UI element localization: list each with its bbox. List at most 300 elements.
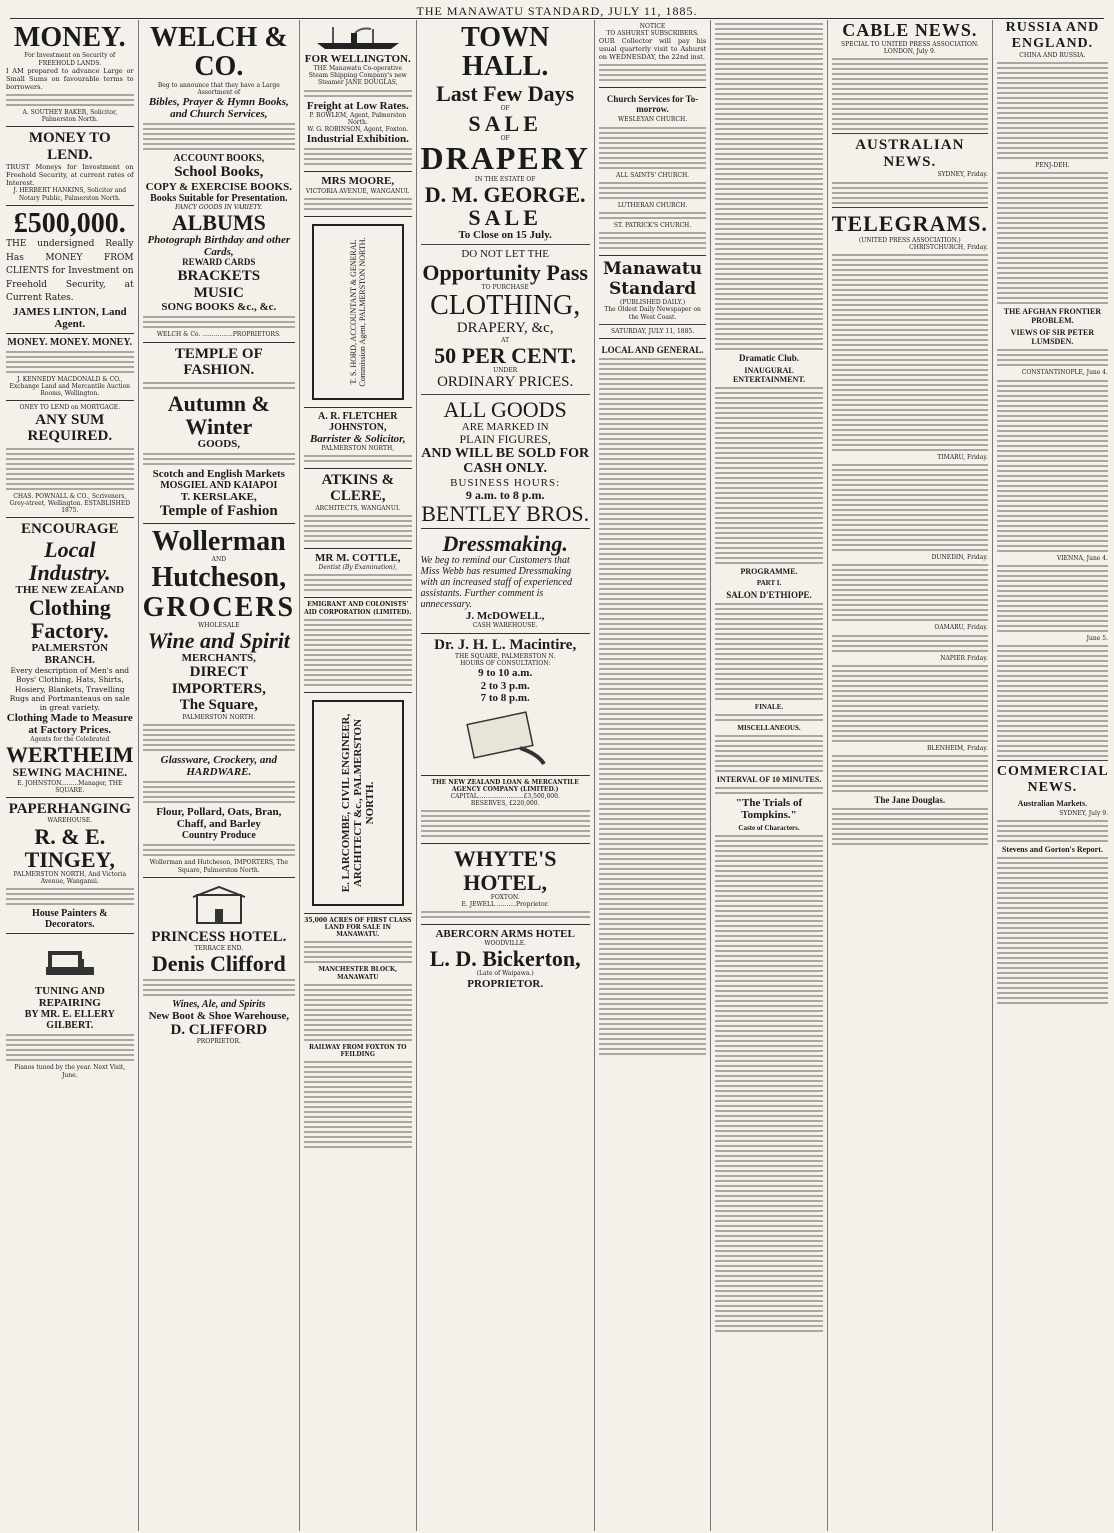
interval-title: INTERVAL OF 10 MINUTES. [716,775,822,784]
commercial-title: COMMERCIAL NEWS. [996,763,1109,795]
church-services [599,88,706,256]
masthead: THE MANAWATU STANDARD, JULY 11, 1885. [10,4,1104,19]
linton-sign: JAMES LINTON, Land Agent. [12,305,127,330]
foxton-line: FOXTON. [490,893,520,901]
wollerman-title: Wollerman [151,525,286,557]
rowlem-sign: P. ROWLEM, Agent, Palmerston North. [309,111,407,126]
lend-sign: J. HERBERT HANKINS, Solicitor and Notary Public, Palmerston North. [13,187,127,202]
vienna-line: VIENNA, June 4. [1056,554,1108,562]
text-block [304,619,411,686]
stpatrick-title: ST. PATRICK'S CHURCH. [613,222,692,230]
mortgage-title: ONEY TO LEND on MORTGAGE. [19,404,121,412]
article-text [832,564,988,621]
opportunity-title: Opportunity Pass [422,259,588,285]
text-block [599,182,706,199]
temple2-title: Temple of Fashion [159,503,278,520]
hours-2: 2 to 3 p.m. [480,679,530,692]
allsaints-title: ALL SAINTS' CHURCH. [616,171,690,179]
article-text [832,665,988,742]
finale-title: FINALE. [754,703,784,711]
welch-title: WELCH & CO. [149,22,288,83]
macintire-ad [421,634,590,776]
robinson-sign: W. G. ROBINSON, Agent, Foxton. [307,126,409,134]
trials-title: "The Trials of Tompkins." [735,797,803,821]
inaugural-title: INAUGURAL ENTERTAINMENT. [732,366,806,384]
text-block [143,979,295,996]
sydney2-line: SYDNEY, July 9. [1059,809,1108,817]
moore-loc: VICTORIA AVENUE, WANGANUI. [305,187,410,195]
branch-title: PALMERSTON BRANCH. [31,642,109,667]
bickerton-title: L. D. Bickerton, [429,946,581,972]
blenheim-line: BLENHEIM, Friday. [927,744,988,752]
and-line: AND [211,555,227,563]
proprietor-line: PROPRIETOR. [196,1038,241,1046]
larcombe-ad [304,693,411,914]
freight-title: Freight at Low Rates. [306,99,409,112]
article-text [832,755,988,792]
reserves-line: RESERVES, £220,000. [470,800,540,808]
upa-line: (UNITED PRESS ASSOCIATION.) [858,236,961,244]
wholesale-line: WHOLESALE [198,621,240,629]
capital-line: CAPITAL........................£3,500,000. [450,793,560,801]
text-block [6,1034,134,1061]
column-6 [711,20,827,1531]
flour-title: Flour, Pollard, Oats, Bran, Chaff, and Barley [156,806,282,831]
frontier-title: THE AFGHAN FRONTIER PROBLEM. [1003,307,1102,326]
welch-ad [143,20,295,343]
hours-3: 7 to 8 p.m. [480,691,530,704]
moore-ad [304,172,411,216]
text-block [6,888,134,905]
nz-factory: THE NEW ZEALAND [15,583,125,596]
temple-ad [143,343,295,524]
dentist-line: Dentist (By Examination), [318,564,397,572]
allgoods-title: ALL GOODS [443,396,567,422]
article-text [832,464,988,551]
larcombe-text: E. LARCOMBE, CIVIL ENGINEER, ARCHITECT &c., PALMERSTON NORTH. [339,713,376,893]
text-block [143,724,295,751]
sum-title: £500,000. [13,207,126,239]
russia-title: RUSSIA AND ENGLAND. [1005,20,1100,51]
scotch-title: Scotch and English Markets [152,467,285,480]
lumsden-title: VIEWS OF SIR PETER LUMSDEN. [1010,328,1095,347]
article-text [997,857,1108,1004]
article-text [715,387,822,564]
sum-body: THE undersigned Really Has MONEY FROM CLIENTS for Investment on Freehold Security, at Current Rates. [6,239,134,304]
wh-sign: Wollerman and Hutcheson, IMPORTERS, The Square, Palmerston North. [149,859,289,874]
money-sub: For Investment on Security of FREEHOLD LANDS. [24,52,116,67]
divider [421,244,590,245]
music-title: MUSIC [193,284,244,301]
text-block [143,453,295,465]
misc-title: MISCELLANEOUS. [737,724,801,732]
text-block [599,232,706,249]
acres-ad [304,914,411,1154]
clothing-title: CLOTHING, [430,289,581,321]
hours-line: BUSINESS HOURS: [450,476,561,489]
welch-body: Beg to announce that they have a Large Assortment of [157,81,280,96]
date-line: SATURDAY, JULY 11, 1885. [610,327,695,335]
article-text [997,349,1108,366]
marked-line: ARE MARKED IN [461,420,549,433]
oamaru-line: OAMARU, Friday. [934,624,988,632]
text-block [599,212,706,219]
text-block [304,90,411,97]
notice-body: OUR Collector will pay his usual quarterly visit to Ashurst on WEDNESDAY, the 22nd inst. [598,37,707,62]
standard-title: Manawatu Standard [603,259,703,300]
railway-title: RAILWAY FROM FOXTON TO FEILDING [309,1043,407,1058]
china-line: CHINA AND RUSSIA. [1019,52,1086,59]
grocers-title: GROCERS [142,591,296,623]
exhibition-title: Industrial Exhibition. [306,133,409,146]
hord-frame [312,224,403,400]
fletcher-loc: PALMERSTON NORTH, [321,444,395,452]
cable-title: CABLE NEWS. [842,20,978,40]
divider [832,207,988,208]
column-2 [139,20,300,1531]
macintire-loc: THE SQUARE, PALMERSTON N. [455,653,556,661]
article-text [715,835,822,1332]
programme-title: PROGRAMME. [740,567,798,576]
text-block [304,455,411,462]
article-text [832,254,988,451]
merchants-title: MERCHANTS, [181,652,256,665]
christchurch-line: CHRISTCHURCH, Friday. [909,243,988,251]
column-5 [595,20,711,1531]
kennedy-sign: J. KENNEDY MACDONALD & CO., Exchange Land and Mercantile Auction Rooms, Wellington. [9,375,131,398]
sum-ad [6,206,134,334]
column-4 [417,20,595,1531]
sydney-line: SYDNEY, Friday. [937,171,988,179]
article-text [715,787,822,794]
measure-title: Clothing Made to Measure at Factory Prices. [6,711,133,737]
wesleyan-title: WESLEYAN CHURCH. [617,116,688,124]
june5-line: June 5. [1086,634,1108,642]
under-line: UNDER [493,366,518,374]
columns [2,20,1112,1531]
text-block [6,448,134,490]
subscribers-title: TO ASHURST SUBSCRIBERS. [606,30,699,38]
fancy-title: FANCY GOODS IN VARIETY. [175,203,263,211]
lutheran-title: LUTHERAN CHURCH. [617,201,688,209]
anysum-title: ANY SUM REQUIRED. [27,411,113,445]
bentley-title: BENTLEY BROS. [421,501,590,527]
article-text [715,714,822,721]
wellington-title: FOR WELLINGTON. [304,53,411,65]
township-title: MANCHESTER BLOCK, MANAWATU [318,966,398,981]
article-text [715,23,822,350]
text-block [6,94,134,106]
clifford-title: Denis Clifford [151,951,286,977]
wines-title: Wines, Ale, and Spirits [172,998,266,1010]
markets-title: Australian Markets. [1017,798,1088,808]
presentation-title: Books Suitable for Presentation. [150,192,288,204]
dramatic-title: Dramatic Club. [739,353,800,363]
wollerman-ad [143,524,295,878]
london-line: LONDON, July 9. [883,48,936,56]
column-3 [300,20,416,1531]
goods-title: GOODS, [197,437,241,450]
consult-line: HOURS OF CONSULTATION: [460,660,551,668]
local-title: LOCAL AND GENERAL. [601,344,704,355]
sewing-title: SEWING MACHINE. [12,765,128,780]
text-block [143,781,295,803]
moore-title: MRS MOORE, [321,175,395,188]
tingey-title: R. & E. TINGEY, [24,823,115,872]
bibles-title: Bibles, Prayer & Hymn Books, and Church Services, [148,96,289,121]
article-text [715,603,822,700]
princess-ad [143,878,295,1049]
bick-sub: (Late of Waipawa.) [476,970,534,978]
lastfew-title: Last Few Days [436,80,575,106]
copy-title: COPY & EXERCISE BOOKS. [145,180,292,193]
timaru-line: TIMARU, Friday. [937,453,988,461]
whyte-title: WHYTE'S HOTEL, [453,846,557,895]
steamship-icon [313,25,403,51]
fletcher-ad [304,408,411,469]
acres-title: 35,000 ACRES OF FIRST CLASS LAND FOR SALE IN MANAWATU. [304,916,412,939]
songs-title: SONG BOOKS &c., &c. [161,301,277,314]
text-block [304,515,411,542]
text-block [304,574,411,591]
sale-title: SALE [468,111,542,137]
divider [421,394,590,395]
text-block [421,810,590,837]
dunedin-line: DUNEDIN, Friday. [931,554,988,562]
estate-line: IN THE ESTATE OF [474,175,536,183]
local-general [599,339,706,1055]
local-industry: Local Industry. [28,536,111,585]
column-7 [828,20,993,1531]
text-block [143,316,295,328]
text-block [143,844,295,856]
factory-ad [6,518,134,798]
special-line: SPECIAL TO UNITED PRESS ASSOCIATION. [840,41,979,48]
tuning-title: TUNING AND REPAIRING [34,985,105,1010]
school-title: School Books, [174,164,264,181]
australian-title: AUSTRALIAN NEWS. [855,137,965,171]
macintire-title: Dr. J. H. L. Macintire, [434,636,577,653]
sale2-title: SALE [468,205,542,231]
published-line: (PUBLISHED DAILY.) [620,299,686,307]
cottle-title: MR M. COTTLE, [315,552,401,565]
reward-title: REWARD CARDS [182,257,256,268]
fletcher-title: A. R. FLETCHER JOHNSTON, [318,410,398,433]
drapery-title: DRAPERY [420,140,590,177]
mmm-ad [6,334,134,402]
of-line: OF [500,104,510,112]
townhall-ad [421,20,590,529]
jane-title: The Jane Douglas. [874,794,946,805]
dress-body: We beg to remind our Customers that Miss Webb has resumed Dressmaking with an increased staff of experienced assistants. Further comment is unnecessary. [420,555,573,611]
hord-ad [304,217,411,408]
text-block [6,351,134,373]
salon-title: SALON D'ETHIOPE. [726,590,812,600]
money-sign: A. SOUTHEY BAKER, Solicitor, Palmerston North. [22,108,118,124]
article-text [997,380,1108,552]
cash-line: CASH WAREHOUSE. [472,622,538,630]
paper-title: PAPERHANGING [8,800,131,817]
palm-line: PALMERSTON NORTH. [182,713,256,721]
purchase-line: TO PURCHASE [481,283,529,291]
napier-line: NAPIER Friday. [940,654,988,662]
account-title: ACCOUNT BOOKS, [173,153,265,165]
pianos-line: Pianos tuned by the year. Next Visit, June. [14,1064,126,1079]
percent-title: 50 PER CENT. [434,342,577,368]
dressmaking-title: Dressmaking. [442,531,568,557]
article-text [832,58,988,130]
cottle-ad [304,549,411,598]
direct-title: DIRECT IMPORTERS, [171,664,266,697]
article-text [715,735,822,772]
encourage-title: ENCOURAGE [21,521,119,538]
text-block [599,64,706,81]
architects-line: ARCHITECTS, WANGANUI. [315,504,401,512]
stevens-title: Stevens and Gorton's Report. [1001,845,1103,855]
terrace-line: TERRACE END. [194,945,244,953]
hotel-building-icon [189,885,249,925]
lend-ad [6,127,134,205]
pownall-sign: CHAS. POWNALL & CO., Scriveners, Grey-street, Wellington. ESTABLISHED 1875. [9,492,131,514]
article-text [997,62,1108,159]
warehouse-title: WAREHOUSE. [47,817,93,825]
column-8 [993,20,1112,1531]
church-title: Church Services for To-morrow. [606,94,699,115]
text-block [599,127,706,169]
standard-header [599,256,706,339]
princess-title: PRINCESS HOTEL. [151,928,287,945]
townhall-title: TOWN HALL. [461,22,550,83]
autumn-title: Autumn & Winter [167,390,270,439]
tuning-ad [6,934,134,1082]
money-body: I AM prepared to advance Large or Small Sums on favourable terms to borrowers. [6,66,134,91]
penjdeh-line: PENJ-DEH. [1035,162,1070,170]
gilbert-title: BY MR. E. ELLERY GILBERT. [24,1009,115,1032]
larcombe-frame [312,700,403,906]
albums-title: ALBUMS [171,210,266,236]
article-text [832,808,988,845]
donot-line: DO NOT LET THE [461,248,550,261]
lend-body: TRUST Moneys for Investment on Freehold Security, at current rates of Interest. [6,163,134,188]
column-1 [2,20,139,1531]
wertheim-title: WERTHEIM [6,742,134,768]
article-text [997,172,1108,304]
welch-sign: WELCH & Co. ................PROPRIETORS. [156,331,281,339]
article-text [599,358,706,1055]
text-block [304,941,411,963]
divider [997,760,1108,761]
dressmaking-ad [421,529,590,633]
clothing-factory: Clothing Factory. [28,594,111,643]
part1-title: PART I. [756,579,782,587]
nzloan-title: THE NEW ZEALAND LOAN & MERCANTILE AGENCY COMPANY (LIMITED.) [431,778,579,793]
branch-body: Every description of Men's and Boys' Clothing, Hats, Shirts, Hosiery, Blankets, Travelling Rugs and Portmanteaus on sale in great variety. [9,666,130,712]
abercorn-ad [421,925,590,993]
scroll-hand-icon [460,708,550,768]
emigrant-title: EMIGRANT AND COLONISTS' AID CORPORATION (LIMITED). [304,601,412,616]
cast-title: Caste of Characters. [738,824,800,832]
article-text [997,565,1108,632]
text-block [143,382,295,389]
money-ad [6,20,134,127]
close-title: To Close on 15 July. [458,229,552,242]
johnston-sign: E. JOHNSTON.........Manager, THE SQUARE. [17,779,123,794]
house-title: House Painters & Decorators. [32,908,108,931]
article-text [832,182,988,204]
woodville-line: WOODVILLE. [484,940,526,948]
oldest-line: The Oldest Daily Newspaper on the West Coast. [604,306,701,321]
text-block [143,123,295,150]
drapery2-title: DRAPERY, &c, [456,320,554,337]
text-block [421,911,590,918]
money-title: MONEY. [13,22,126,53]
jewell-line: E. JEWELL ..........Proprietor. [461,900,549,908]
sewing-machine-icon [40,941,100,981]
ship-body: THE Manawatu Co-operative Steam Shipping Company's new Steamer JANE DOUGLAS, [308,65,407,87]
nzloan-ad [421,776,590,845]
at-line: AT [501,336,510,344]
lend-title: MONEY TO LEND. [28,130,111,163]
article-text [832,635,988,652]
hutcheson-title: Hutcheson, [151,562,287,594]
produce-title: Country Produce [181,830,256,842]
emigrant-ad [304,598,411,692]
of-line-2: OF [500,135,510,143]
glassware-title: Glassware, Crockery, and HARDWARE. [160,753,277,779]
ordinary-title: ORDINARY PRICES. [437,374,574,391]
hours-1: 9 to 10 a.m. [478,667,533,680]
atkins-title: ATKINS & CLERE, [321,471,395,505]
kerslake-title: T. KERSLAKE, [180,490,257,503]
times-line: 9 a.m. to 8 p.m. [465,487,545,502]
text-block [304,148,411,165]
notice-title: NOTICE [639,23,666,30]
text-block [304,198,411,210]
cashonly-title: AND WILL BE SOLD FOR CASH ONLY. [421,446,590,477]
abercorn-title: ABERCORN ARMS HOTEL [435,928,575,941]
boot-title: New Boot & Shoe Warehouse, [148,1009,290,1022]
square-title: The Square, [179,697,258,714]
notice-ad [599,20,706,88]
text-block [304,984,411,1041]
prop-title: PROPRIETOR. [467,977,544,990]
wellington-ad [304,20,411,172]
constantinople-line: CONSTANTINOPLE, June 4. [1021,369,1108,377]
article-text [997,645,1108,757]
telegrams-title: TELEGRAMS. [831,210,988,236]
divider [832,133,988,134]
mortgage-ad [6,401,134,518]
tingey-ad [6,798,134,934]
tingey-loc: PALMERSTON NORTH, And Victoria Avenue, Wanganui. [13,870,127,886]
photo-title: Photograph Birthday and other Cards, [147,234,291,259]
atkins-ad [304,469,411,549]
barrister-title: Barrister & Solicitor, [309,432,406,445]
temple-title: TEMPLE OF FASHION. [174,345,263,379]
brackets-title: BRACKETS [177,268,261,285]
whyte-ad [421,844,590,925]
text-block [304,1061,411,1148]
agents-line: Agents for the Celebrated [30,736,110,744]
mosgiel-title: MOSGIEL AND KAIAPOI [160,479,278,491]
hord-text: T. S. HORD, ACCOUNTANT & GENERAL Commission Agent, PALMERSTON NORTH. [348,237,367,387]
george-title: D. M. GEORGE. [424,182,586,208]
plain-line: PLAIN FIGURES, [459,431,551,446]
mcdowell-title: J. McDOWELL, [465,610,545,623]
mmm-title: MONEY. MONEY. MONEY. [7,336,133,348]
article-text [997,820,1108,842]
divider [599,324,706,325]
